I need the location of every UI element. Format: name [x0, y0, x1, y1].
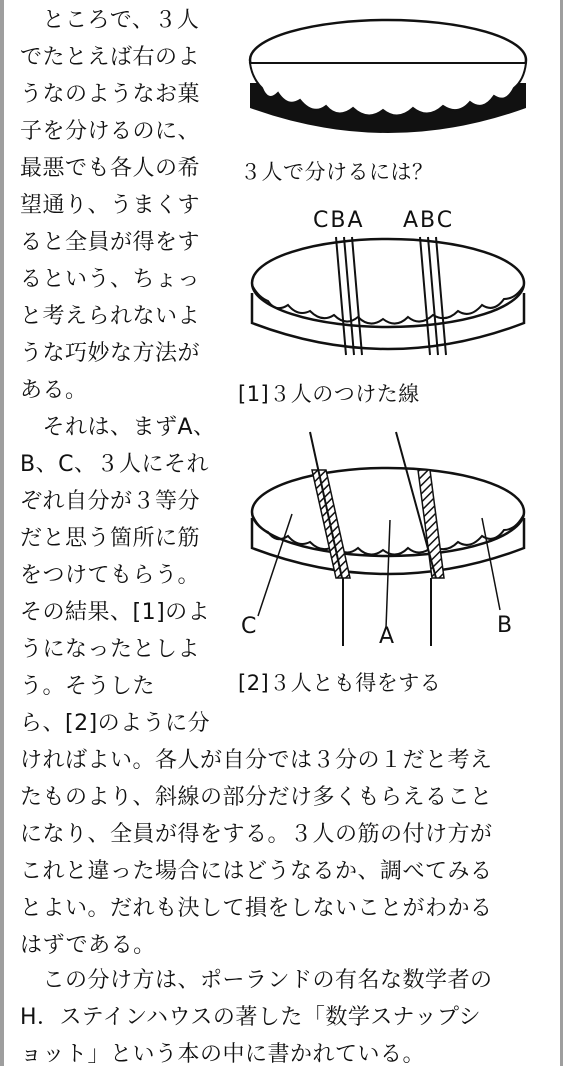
text-line: それは、まずA、 [20, 415, 216, 440]
text-line: ある。 [20, 378, 88, 403]
text-line: うなのようなお菓 [20, 82, 201, 107]
text-line: うな巧妙な方法が [20, 341, 201, 366]
text-line: ところで、３人 [20, 8, 200, 33]
text-line: と考えられないよ [20, 304, 201, 329]
fig2-label-a: A [379, 624, 395, 649]
left-frame-border [0, 0, 4, 1066]
figure-2-illustration [238, 430, 538, 650]
fig1-label-abc: ABC [403, 208, 455, 233]
text-line: ぞれ自分が３等分 [20, 489, 201, 514]
text-line: この分け方は、ポーランドの有名な数学者の [20, 968, 493, 993]
text-line: たものより、斜線の部分だけ多くもらえること [20, 785, 493, 810]
text-line: これと違った場合にはどうなるか、調べてみる [20, 859, 493, 884]
figure-1-illustration [238, 205, 538, 365]
text-line: るという、ちょっ [20, 267, 201, 292]
figure-2 [238, 430, 538, 650]
text-line: 子を分けるのに、 [20, 119, 201, 144]
text-line: H．ステインハウスの著した「数学スナップシ [20, 1005, 482, 1030]
text-line: う。そうした [20, 674, 156, 699]
figure-cake [238, 8, 538, 148]
paragraph-1-narrow [20, 2, 235, 742]
caption-fig2: [2]３人とも得をする [238, 671, 442, 695]
text-line: ョット」という本の中に書かれている。 [20, 1042, 426, 1067]
fig1-label-cba: CBA [313, 208, 365, 233]
cake-illustration [238, 8, 538, 148]
text-line: になり、全員が得をする。３人の筋の付け方が [20, 822, 493, 847]
text-line: をつけてもらう。 [20, 563, 201, 588]
text-line: ると全員が得をす [20, 230, 201, 255]
caption-fig1: [1]３人のつけた線 [238, 382, 420, 406]
text-line: ら、[2]のように分 [20, 711, 211, 736]
text-line: うになったとしよ [20, 637, 201, 662]
fig2-label-b: B [497, 613, 513, 638]
text-line: だと思う箇所に筋 [20, 526, 201, 551]
paragraph-2 [20, 962, 545, 1073]
paragraph-1-full [20, 742, 545, 964]
text-line: ければよい。各人が自分では３分の１だと考え [20, 748, 493, 773]
text-line: 望通り、うまくす [20, 193, 201, 218]
text-line: とよい。だれも決して損をしないことがわかる [20, 896, 493, 921]
text-line: はずである。 [20, 933, 156, 958]
text-line: その結果、[1]のよ [20, 600, 211, 625]
text-line: でたとえば右のよ [20, 45, 201, 70]
fig2-label-c: C [241, 614, 257, 639]
text-line: 最悪でも各人の希 [20, 156, 201, 181]
figure-1 [238, 205, 538, 365]
text-line: B、C、３人にそれ [20, 452, 209, 477]
caption-top: ３人で分けるには？ [240, 160, 434, 184]
